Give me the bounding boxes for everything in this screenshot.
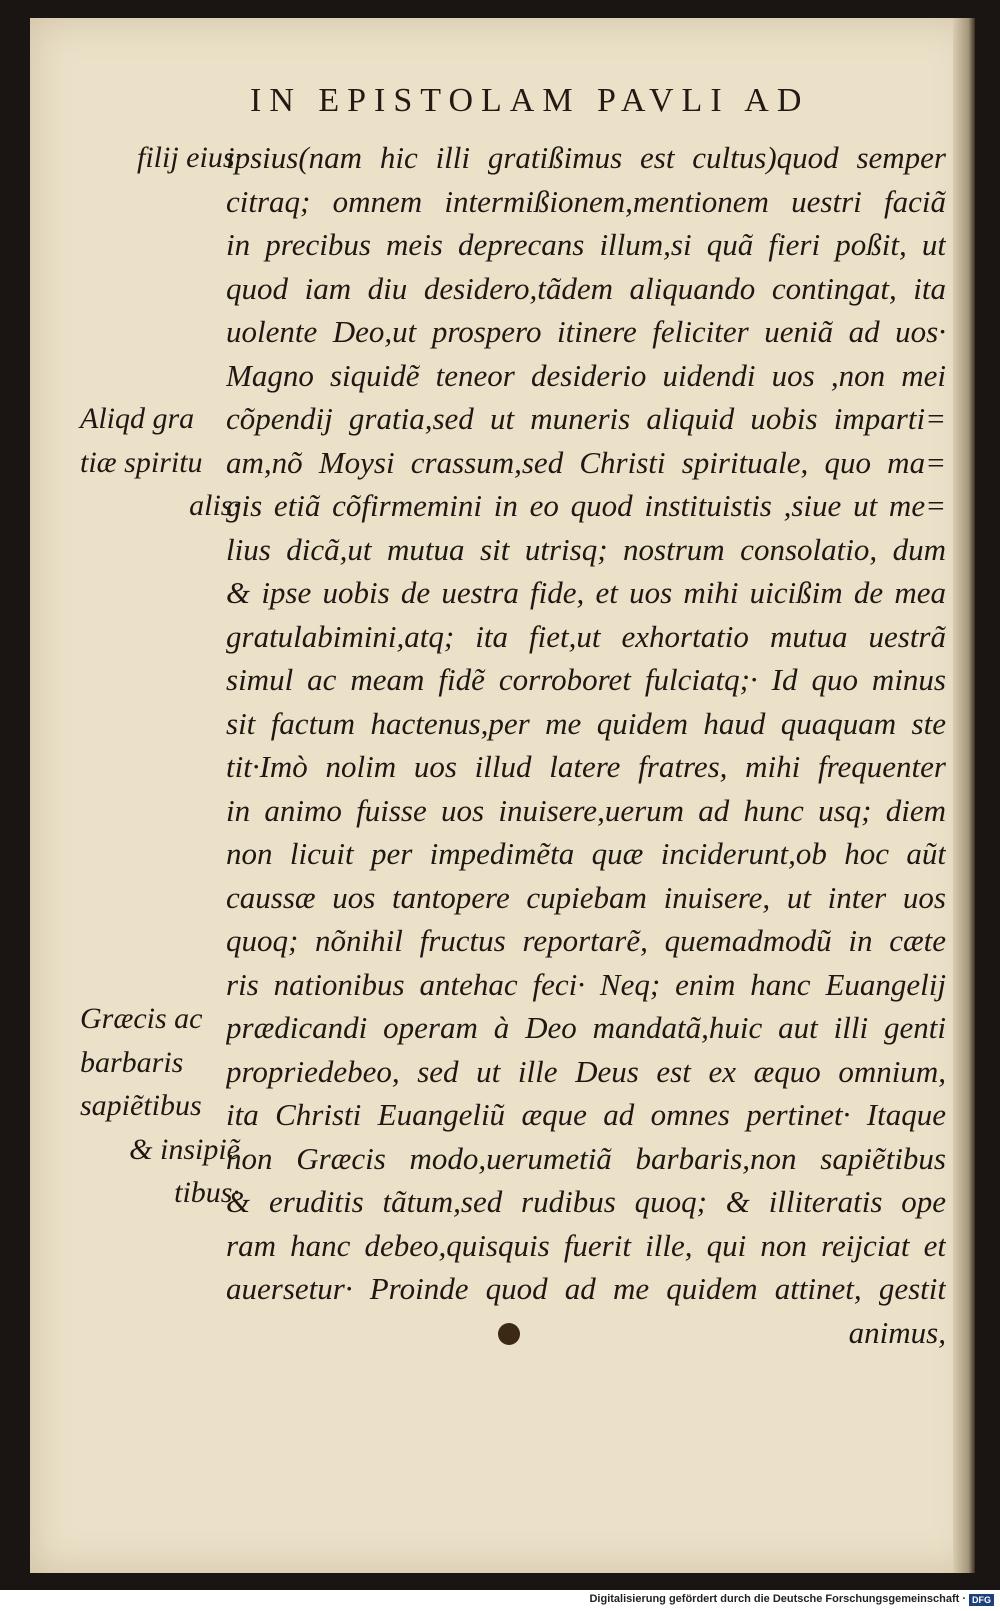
text-line: lius dicã,ut mutua sit utrisq; nostrum consolatio, dum xyxy=(226,531,946,567)
marginal-note-line: & insipiẽ xyxy=(129,1132,240,1166)
text-line: gis etiã cõfirmemini in eo quod instituistis ,siue ut me= xyxy=(226,488,946,523)
text-line: am,nõ Moysi crassum,sed Christi spirituale, quo ma= xyxy=(226,444,946,480)
marginal-note-line: barbaris xyxy=(80,1045,184,1079)
marginal-note-line: Græcis ac xyxy=(80,1002,203,1035)
text-line: sit factum hactenus,per me quidem haud quaquam ste xyxy=(226,705,946,741)
running-head: IN EPISTOLAM PAVLI AD xyxy=(250,82,810,119)
marginal-note xyxy=(80,997,240,1215)
catchword-line: animus, xyxy=(848,1314,946,1350)
text-line: cõpendij gratia,sed ut muneris aliquid uobis imparti= xyxy=(226,401,946,436)
funding-credit: Digitalisierung gefördert durch die Deutsche Forschungsgemeinschaft · xyxy=(589,1593,966,1605)
text-line: & ipse uobis de uestra fide, et uos mihi uicißim de mea xyxy=(226,575,946,610)
text-line: in precibus meis deprecans illum,si quã fieri poßit, ut xyxy=(226,227,946,262)
marginal-note-line: sapiẽtibus xyxy=(80,1089,202,1122)
text-line: propriedebeo, sed ut ille Deus est ex æquo omnium, xyxy=(226,1053,946,1089)
main-text-block xyxy=(226,136,946,1354)
text-line: auersetur· Proinde quod ad me quidem attinet, gestit xyxy=(226,1271,946,1306)
text-line: simul ac meam fidẽ corroboret fulciatq;· Id quo minus xyxy=(226,662,946,697)
text-line: non licuit per impedimẽta quæ inciderunt,ob hoc aũt xyxy=(226,836,946,871)
text-line: ris nationibus antehac feci· Neq; enim hanc Euangelij xyxy=(226,966,946,1002)
text-line: ita Christi Euangeliũ æque ad omnes pertinet· Itaque xyxy=(226,1097,946,1132)
marginal-note-line: alis· xyxy=(189,489,240,522)
text-line: Magno siquidẽ teneor desiderio uidendi uos ,non mei xyxy=(226,357,946,393)
text-line: quoq; nõnihil fructus reportarẽ, quemadmodũ in cæte xyxy=(226,923,946,958)
page-edge xyxy=(953,18,975,1573)
marginal-note-line: tiæ spiritu xyxy=(80,445,203,479)
text-line: & eruditis tãtum,sed rudibus quoq; & illiteratis ope xyxy=(226,1184,946,1219)
text-line: ipsius(nam hic illi gratißimus est cultus)quod semper xyxy=(226,140,946,175)
marginal-note-line: tibus· xyxy=(174,1176,240,1209)
marginal-note xyxy=(80,397,240,528)
marginal-note xyxy=(80,136,242,180)
text-line: gratulabimini,atq; ita fiet,ut exhortatio mutua uestrã xyxy=(226,618,946,654)
marginal-note-line: filij eius· xyxy=(137,141,242,174)
marginal-note-line: Aliqd gra xyxy=(80,402,195,435)
ink-blot xyxy=(498,1323,520,1345)
text-line: ram hanc debeo,quisquis fuerit ille, qui non reijciat et xyxy=(226,1227,946,1263)
text-line: caussæ uos tantopere cupiebam inuisere, ut inter uos xyxy=(226,879,946,915)
text-line: uolente Deo,ut prospero itinere feliciter ueniã ad uos· xyxy=(226,314,946,349)
dfg-logo-text: DFG xyxy=(972,1595,991,1605)
text-line: in animo fuisse uos inuisere,uerum ad hunc usq; diem xyxy=(226,792,946,828)
text-line: quod iam diu desidero,tãdem aliquando contingat, ita xyxy=(226,270,946,306)
text-line: prædicandi operam à Deo mandatã,huic aut illi genti xyxy=(226,1010,946,1045)
text-line: citraq; omnem intermißionem,mentionem uestri faciã xyxy=(226,183,946,219)
text-line: tit·Imò nolim uos illud latere fratres, mihi frequenter xyxy=(226,749,946,784)
dfg-logo xyxy=(969,1594,994,1606)
text-line: non Græcis modo,uerumetiã barbaris,non sapiẽtibus xyxy=(226,1140,946,1176)
